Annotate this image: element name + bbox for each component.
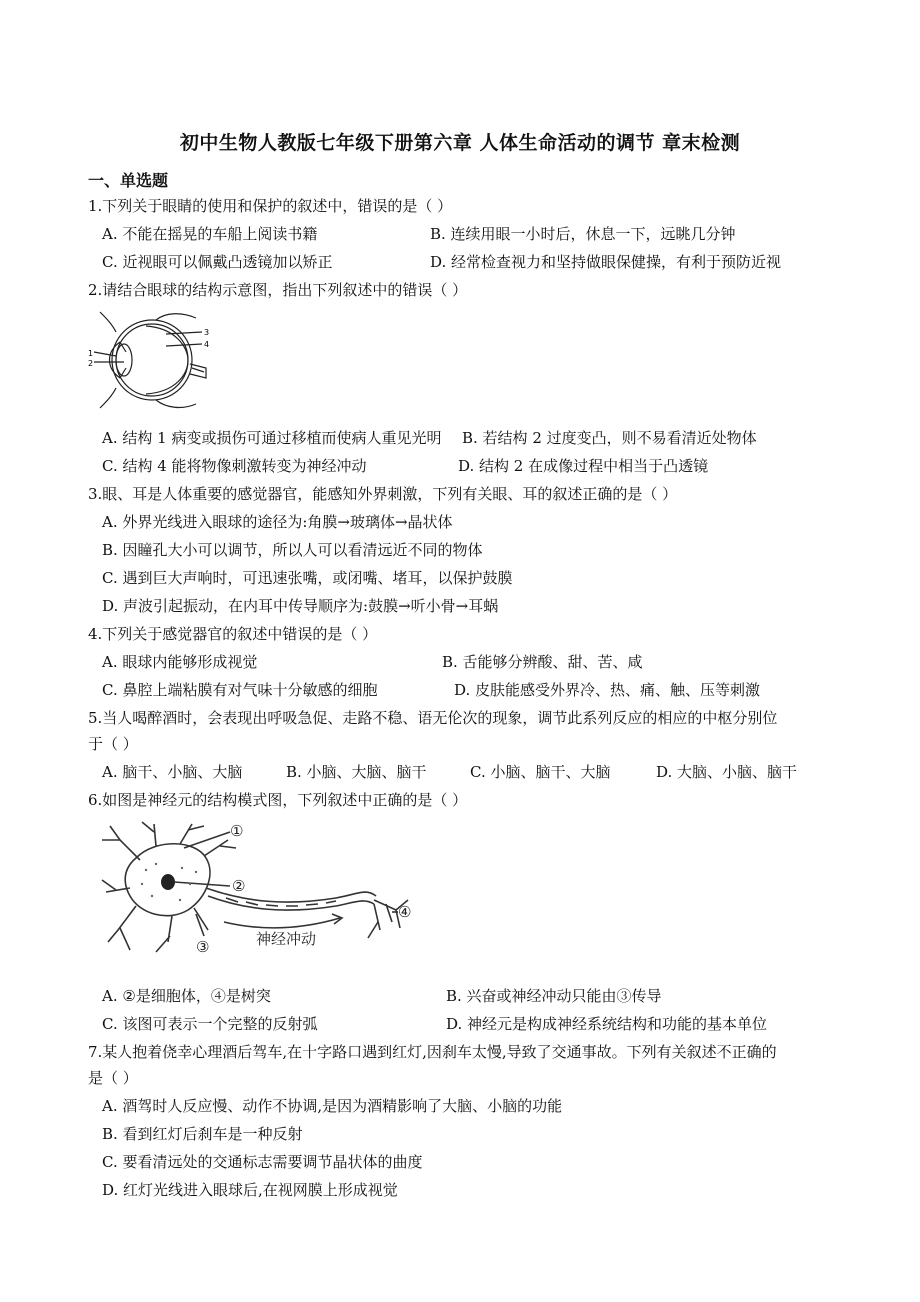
q1-option-d: D. 经常检查视力和坚持做眼保健操，有利于预防近视 (430, 253, 782, 271)
q4-option-a: A. 眼球内能够形成视觉 (102, 653, 258, 671)
neuron-structure-diagram (96, 818, 422, 968)
q5-stem: 5.当人喝醉酒时，会表现出呼吸急促、走路不稳、语无伦次的现象，调节此系列反应的相应的中枢分别位 (88, 709, 778, 727)
q3-option-b: B. 因瞳孔大小可以调节，所以人可以看清远近不同的物体 (102, 541, 483, 559)
eye-label-2: 2 (88, 359, 94, 368)
q7-option-b: B. 看到红灯后刹车是一种反射 (102, 1125, 303, 1143)
q3-option-a: A. 外界光线进入眼球的途径为:角膜→玻璃体→晶状体 (102, 513, 453, 531)
q2-option-a: A. 结构 1 病变或损伤可通过移植而使病人重见光明 (102, 429, 442, 447)
q6-option-c: C. 该图可表示一个完整的反射弧 (102, 1015, 318, 1033)
neuron-label-4: ④ (398, 903, 412, 921)
q2-option-b: B. 若结构 2 过度变凸，则不易看清近处物体 (462, 429, 757, 447)
q1-stem: 1.下列关于眼睛的使用和保护的叙述中，错误的是（ ） (88, 197, 453, 215)
q4-option-d: D. 皮肤能感受外界冷、热、痛、触、压等刺激 (454, 681, 761, 699)
document-title: 初中生物人教版七年级下册第六章 人体生命活动的调节 章末检测 (179, 132, 741, 154)
nerve-impulse-label: 神经冲动 (256, 930, 317, 948)
q6-option-b: B. 兴奋或神经冲动只能由③传导 (446, 987, 662, 1005)
section-heading: 一、单选题 (88, 171, 169, 190)
neuron-nucleus (161, 874, 175, 890)
q1-option-a: A. 不能在摇晃的车船上阅读书籍 (102, 225, 318, 243)
q7-stem-cont: 是（ ） (88, 1069, 138, 1087)
neuron-label-2: ② (232, 877, 246, 895)
q4-option-c: C. 鼻腔上端粘膜有对气味十分敏感的细胞 (102, 681, 378, 699)
q6-stem: 6.如图是神经元的结构模式图，下列叙述中正确的是（ ） (88, 791, 468, 809)
q2-option-d: D. 结构 2 在成像过程中相当于凸透镜 (458, 457, 709, 475)
q1-option-b: B. 连续用眼一小时后，休息一下，远眺几分钟 (430, 225, 736, 243)
q7-option-c: C. 要看清远处的交通标志需要调节晶状体的曲度 (102, 1153, 423, 1171)
eye-structure-diagram (86, 308, 216, 414)
eye-label-3: 3 (204, 328, 210, 337)
q4-option-b: B. 舌能够分辨酸、甜、苦、咸 (442, 653, 643, 671)
q7-stem: 7.某人抱着侥幸心理酒后驾车,在十字路口遇到红灯,因刹车太慢,导致了交通事故。下列有关叙述不正确的 (88, 1043, 777, 1061)
q3-stem: 3.眼、耳是人体重要的感觉器官，能感知外界刺激，下列有关眼、耳的叙述正确的是（ ） (88, 485, 678, 503)
q1-option-c: C. 近视眼可以佩戴凸透镜加以矫正 (102, 253, 333, 271)
q5-option-d: D. 大脑、小脑、脑干 (656, 763, 798, 781)
q5-option-c: C. 小脑、脑干、大脑 (470, 763, 611, 781)
q7-option-a: A. 酒驾时人反应慢、动作不协调,是因为酒精影响了大脑、小脑的功能 (102, 1097, 563, 1115)
eye-label-4: 4 (204, 340, 210, 349)
q5-option-b: B. 小脑、大脑、脑干 (286, 763, 427, 781)
q5-option-a: A. 脑干、小脑、大脑 (102, 763, 243, 781)
q3-option-d: D. 声波引起振动，在内耳中传导顺序为:鼓膜→听小骨→耳蜗 (102, 597, 499, 615)
q7-option-d: D. 红灯光线进入眼球后,在视网膜上形成视觉 (102, 1181, 398, 1199)
q4-stem: 4.下列关于感觉器官的叙述中错误的是（ ） (88, 625, 378, 643)
q2-option-c: C. 结构 4 能将物像刺激转变为神经冲动 (102, 457, 367, 475)
q2-stem: 2.请结合眼球的结构示意图，指出下列叙述中的错误（ ） (88, 281, 468, 299)
q6-option-a: A. ②是细胞体，④是树突 (102, 987, 271, 1005)
neuron-label-1: ① (230, 822, 244, 840)
q5-stem-cont: 于（ ） (88, 735, 138, 753)
q6-option-d: D. 神经元是构成神经系统结构和功能的基本单位 (446, 1015, 768, 1033)
neuron-label-3: ③ (196, 938, 210, 956)
eye-label-1: 1 (88, 349, 94, 358)
q3-option-c: C. 遇到巨大声响时，可迅速张嘴，或闭嘴、堵耳，以保护鼓膜 (102, 569, 513, 587)
